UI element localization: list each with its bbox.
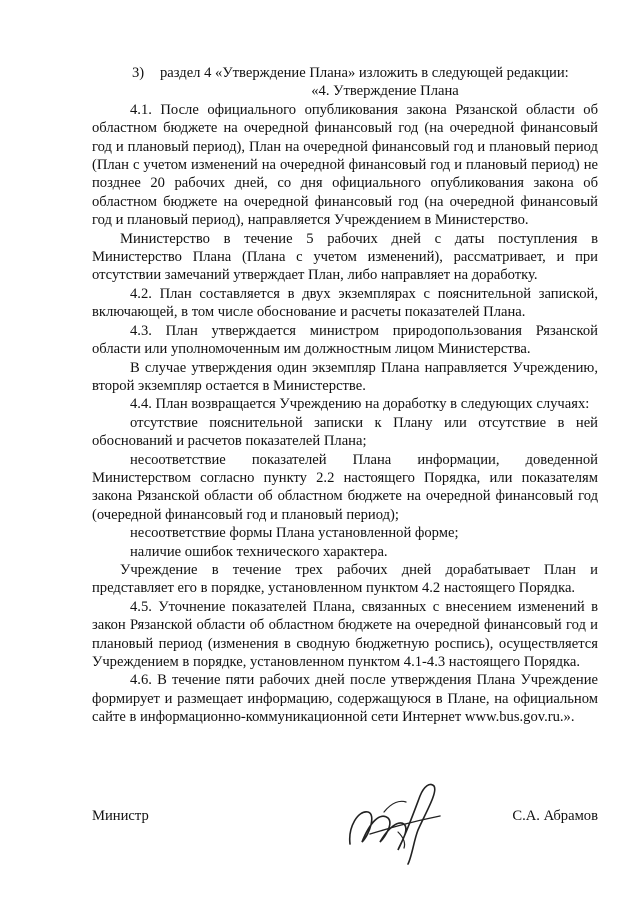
paragraph-4-4: 4.4. План возвращается Учреждению на доработку в следующих случаях: — [130, 396, 590, 413]
paragraph-rework: Учреждение в течение трех рабочих дней дорабатывает План и представляет его в порядке, установленном пунктом 4.2 настоящего Порядка. — [92, 561, 598, 597]
amendment-item-number: 3) — [132, 65, 145, 81]
paragraph-ministry-review: Министерство в течение 5 рабочих дней с даты поступления в Министерство Плана (Плана с учетом изменений), рассматривает, и при отсутствии замечаний утверждает План, либо направляет на доработку. — [92, 230, 598, 284]
handwritten-signature — [340, 772, 450, 872]
section-title: «4. Утверждение Плана — [311, 83, 459, 100]
paragraph-4-2: 4.2. План составляется в двух экземплярах с пояснительной запиской, включающей, в том числе обоснование и расчеты показателей Плана. — [92, 285, 598, 321]
signatory-name: С.А. Абрамов — [512, 808, 598, 824]
signatory-position: Министр — [92, 808, 149, 824]
document-body — [92, 64, 598, 727]
list-item-no-note: отсутствие пояснительной записки к Плану или отсутствие в ней обоснований и расчетов показателей Плана; — [92, 414, 598, 450]
list-item-form-mismatch: несоответствие формы Плана установленной форме; — [130, 525, 459, 542]
list-item-technical-errors: наличие ошибок технического характера. — [130, 543, 388, 560]
paragraph-approval-copies: В случае утверждения один экземпляр Плана направляется Учреждению, второй экземпляр остается в Министерстве. — [92, 359, 598, 394]
paragraph-4-5: 4.5. Уточнение показателей Плана, связанных с внесением изменений в закон Рязанской области об областном бюджете на очередной финансовый год и плановый период (изменения в сводную бюджетную роспись), осуществляется Учреждением в порядке, установленном пунктом 4.1-4.3 настоящего Порядка. — [92, 598, 598, 670]
paragraph-4-6: 4.6. В течение пяти рабочих дней после утверждения Плана Учреждение формирует и размещает информацию, содержащуюся в Плане, на официальном сайте в информационно-коммуникационной сети Интернет www.bus.gov.ru.». — [92, 672, 598, 726]
paragraph-4-3: 4.3. План утверждается министром природопользования Рязанской области или уполномоченным им должностным лицом Министерства. — [92, 322, 598, 358]
amendment-item — [92, 64, 598, 82]
list-item-indicator-mismatch: несоответствие показателей Плана информации, доведенной Министерством согласно пункту 2.2 настоящего Порядка, или показателям закона Рязанской области об областном бюджете на очередной финансовый год (очередной финансовый год и плановый период); — [92, 451, 598, 523]
amendment-item-text: раздел 4 «Утверждение Плана» изложить в следующей редакции: — [160, 65, 569, 81]
paragraph-4-1: 4.1. После официального опубликования закона Рязанской области об областном бюджете на очередной финансовый год (на очередной финансовый год и плановый период), План на очередной финансовый год и плановый период (План с учетом изменений на очередной финансовый год и плановый период) не позднее 20 рабочих дней, со дня официального опубликования закона об областном бюджете на очередной финансовый год (на очередной финансовый год и плановый период), направляется Учреждением в Министерство. — [92, 101, 598, 229]
